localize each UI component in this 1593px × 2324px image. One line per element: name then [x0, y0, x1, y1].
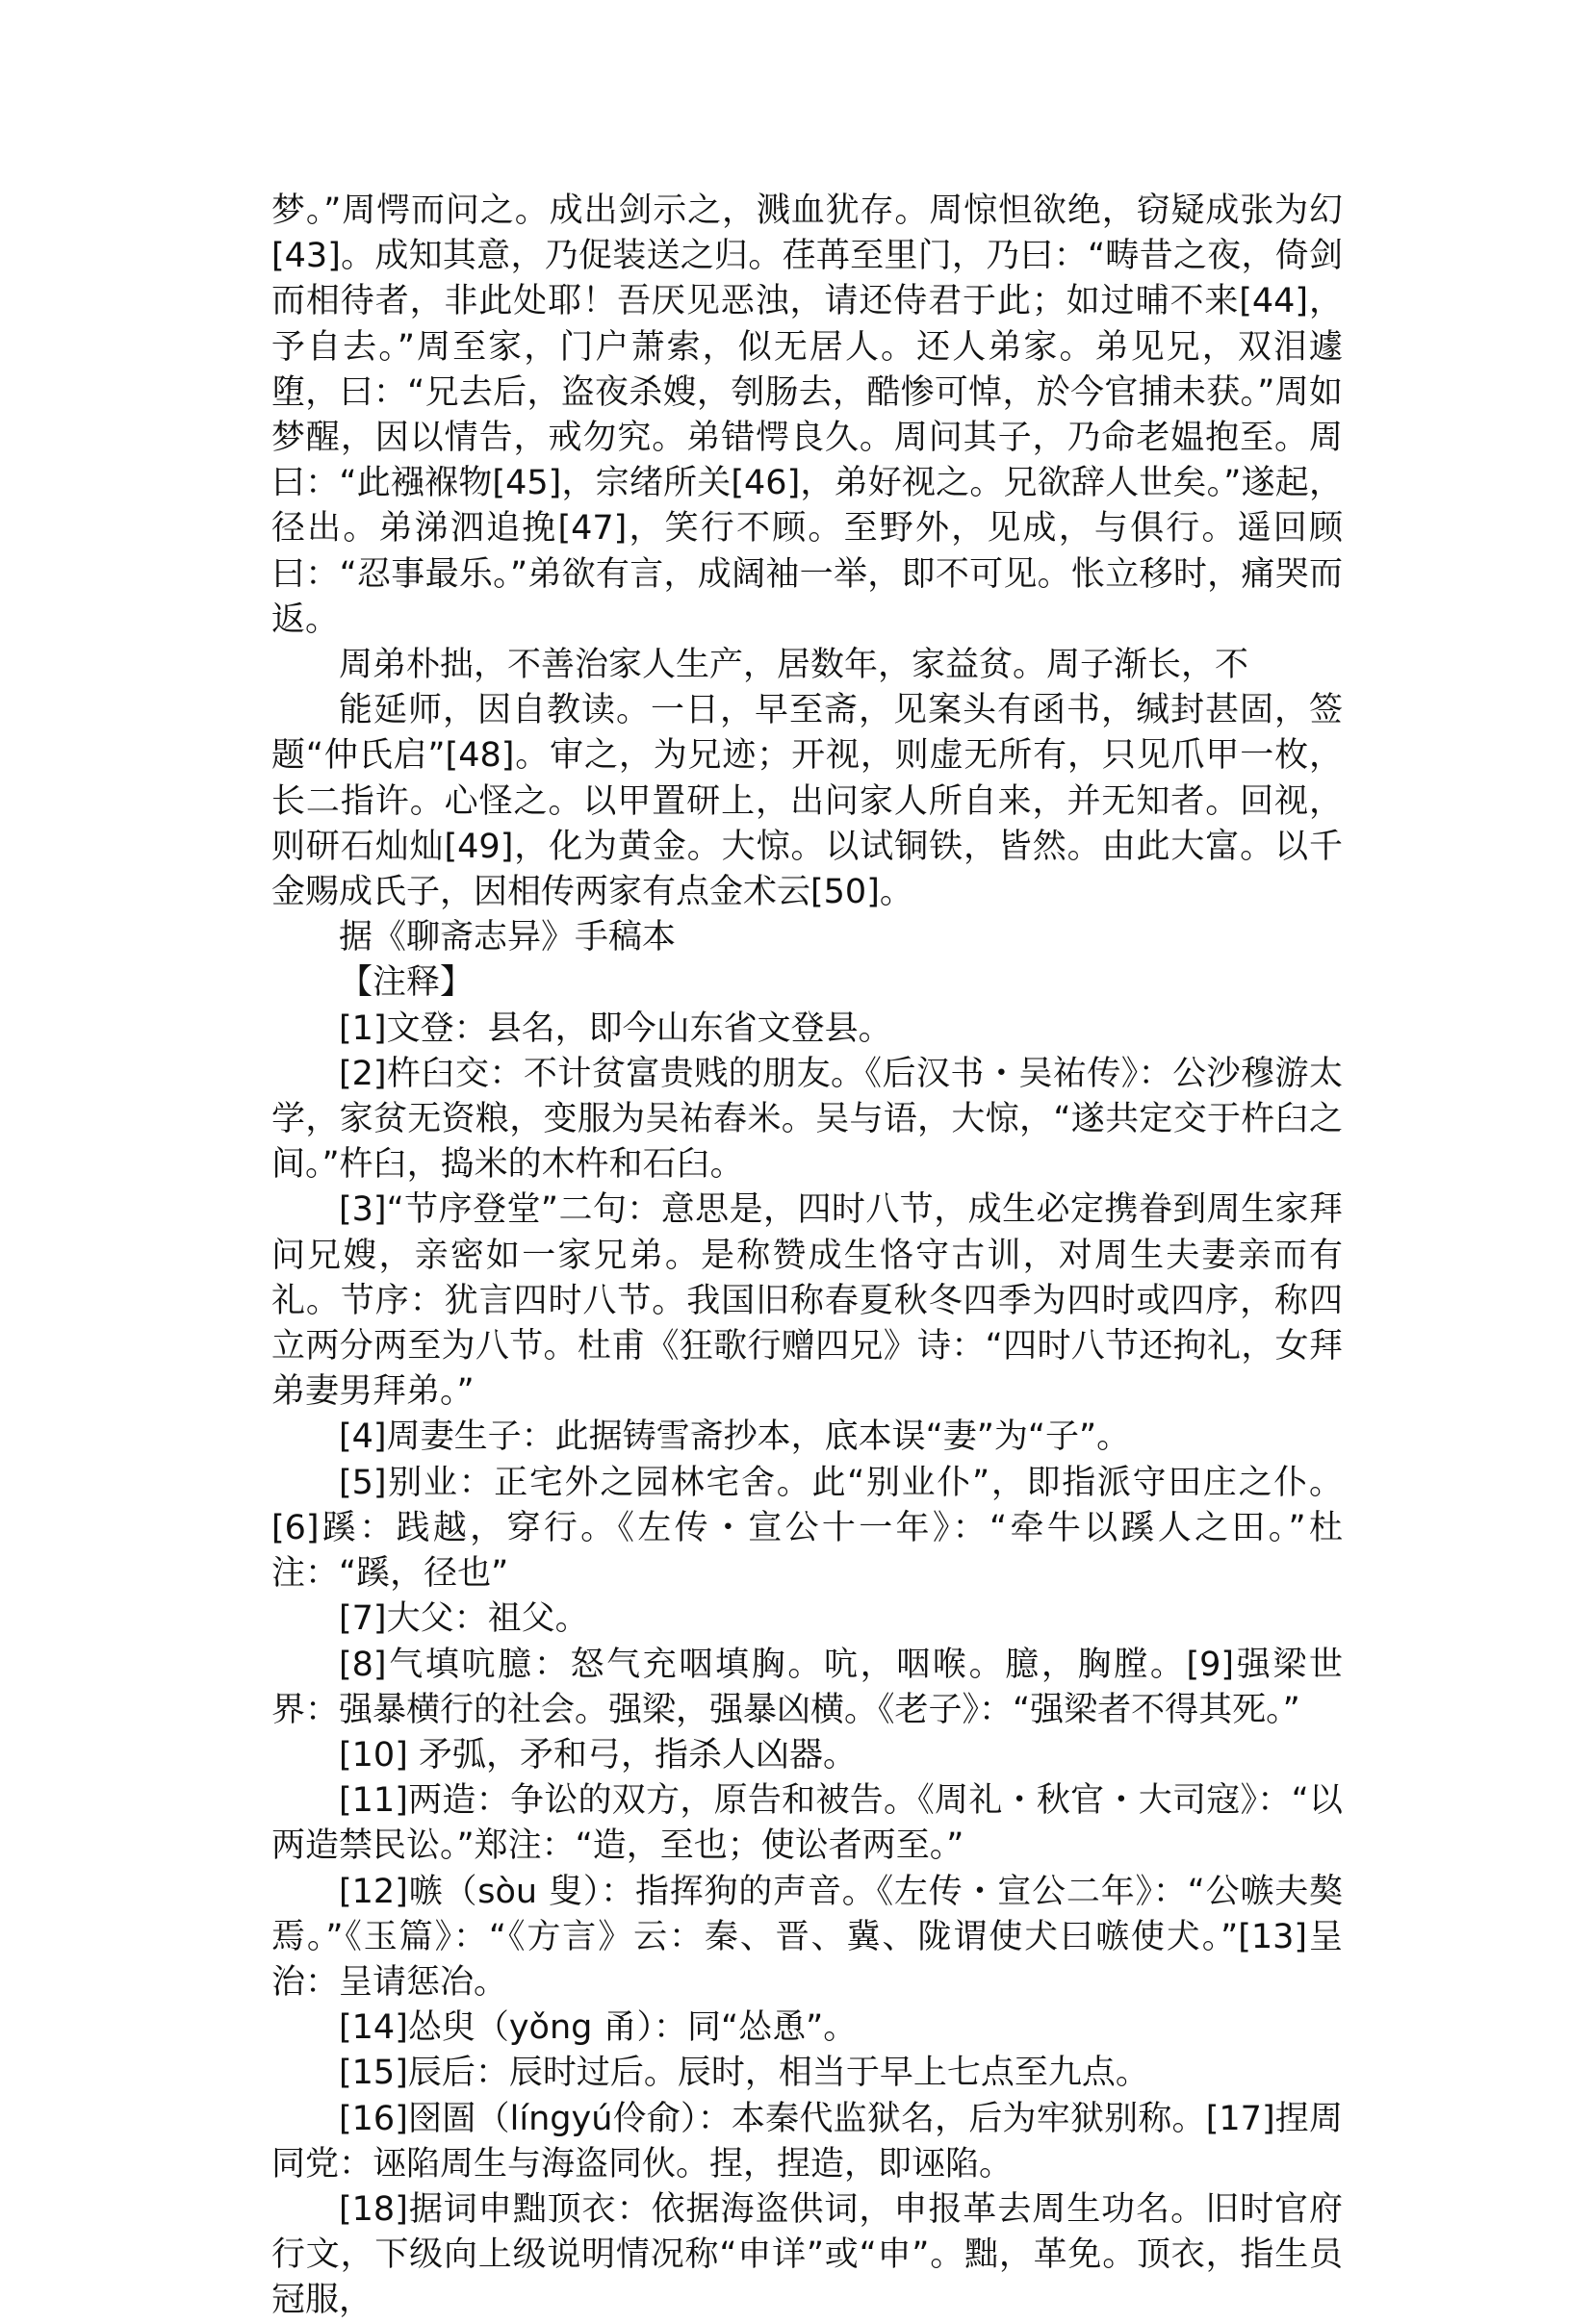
note-3: [3]“节序登堂”二句：意思是，四时八节，成生必定携眷到周生家拜问兄嫂，亲密如一家兄弟。是称赞成生恪守古训，对周生夫妻亲而有礼。节序：犹言四时八节。我国旧称春夏秋冬四季为四时或四序，称四立两分两至为八节。杜甫《狂歌行赠四兄》诗：“四时八节还拘礼，女拜弟妻男拜弟。”: [271, 1190, 1343, 1412]
note-5-6: [5]别业：正宅外之园林宅舍。此“别业仆”，即指派守田庄之仆。[6]蹊：践越，穿行。《左传・宣公十一年》：“牵牛以蹊人之田。”杜注：“蹊，径也”: [271, 1463, 1343, 1594]
note-16-17: [16]囹圄（língyú伶俞）：本秦代监狱名，后为牢狱别称。[17]捏周同党：诬陷周生与海盗同伙。捏，捏造，即诬陷。: [271, 2099, 1343, 2184]
story-paragraph-2: 周弟朴拙，不善治家人生产，居数年，家益贫。周子渐长，不: [339, 646, 1249, 685]
note-11: [11]两造：争讼的双方，原告和被告。《周礼・秋官・大司寇》：“以两造禁民讼。”郑注：“造，至也；使讼者两至。”: [271, 1781, 1343, 1866]
note-12-13: [12]嗾（sòu 叟）：指挥狗的声音。《左传・宣公二年》：“公嗾夫獒焉。”《玉篇》：“《方言》云：秦、晋、冀、陇谓使犬曰嗾使犬。”[13]呈治：呈请惩冶。: [271, 1872, 1343, 2002]
note-10: [10] 矛弧，矛和弓，指杀人凶器。: [339, 1735, 857, 1775]
note-1: [1]文登：县名，即今山东省文登县。: [339, 1009, 892, 1048]
note-2: [2]杵臼交：不计贫富贵贱的朋友。《后汉书・吴祐传》：公沙穆游太学，家贫无资粮，变服为吴祐舂米。吴与语，大惊，“遂共定交于杵臼之间。”杵臼，捣米的木杵和石臼。: [271, 1054, 1343, 1185]
notes-heading: 【注释】: [339, 963, 475, 1003]
document-body: [271, 189, 1343, 2324]
story-paragraph-1: 梦。”周愕而问之。成出剑示之，溅血犹存。周惊怛欲绝，窃疑成张为幻[43]。成知其意，乃促装送之归。荏苒至里门，乃曰：“畴昔之夜，倚剑而相待者，非此处耶！吾厌见恶浊，请还侍君于此；如过晡不来[44]，予自去。”周至家，门户萧索，似无居人。还人弟家。弟见兄，双泪遽堕，曰：“兄去后，盗夜杀嫂，刳肠去，酷惨可悼，於今官捕未获。”周如梦醒，因以情告，戒勿究。弟错愕良久。周问其子，乃命老媪抱至。周曰：“此襁褓物[45]，宗绪所关[46]，弟好视之。兄欲辞人世矣。”遂起，径出。弟涕泗追挽[47]，笑行不顾。至野外，见成，与俱行。遥回顾曰：“忍事最乐。”弟欲有言，成阔袖一举，即不可见。怅立移时，痛哭而返。: [271, 192, 1343, 639]
source-note: 据《聊斋志异》手稿本: [339, 918, 677, 958]
story-paragraph-3: 能延师，因自教读。一日，早至斋，见案头有函书，缄封甚固，签题“仲氏启”[48]。审之，为兄迹；开视，则虚无所有，只见爪甲一枚，长二指许。心怪之。以甲置研上，出问家人所自来，并无知者。回视，则研石灿灿[49]，化为黄金。大惊。以试铜铁，皆然。由此大富。以千金赐成氏子，因相传两家有点金术云[50]。: [271, 691, 1343, 912]
note-4: [4]周妻生子：此据铸雪斋抄本，底本误“妻”为“子”。: [339, 1417, 1131, 1457]
note-18: [18]据词申黜顶衣：依据海盗供词，申报革去周生功名。旧时官府行文，下级向上级说明情况称“申详”或“申”。黜，革免。顶衣，指生员冠服，: [271, 2189, 1343, 2320]
note-7: [7]大父：祖父。: [339, 1599, 589, 1639]
note-8-9: [8]气填吭臆：怒气充咽填胸。吭，咽喉。臆，胸膛。[9]强梁世界：强暴横行的社会。强梁，强暴凶横。《老子》：“强梁者不得其死。”: [271, 1645, 1343, 1729]
note-15: [15]辰后：辰时过后。辰时，相当于早上七点至九点。: [339, 2054, 1149, 2093]
note-14: [14]怂臾（yǒng 甬）：同“怂恿”。: [339, 2008, 858, 2048]
